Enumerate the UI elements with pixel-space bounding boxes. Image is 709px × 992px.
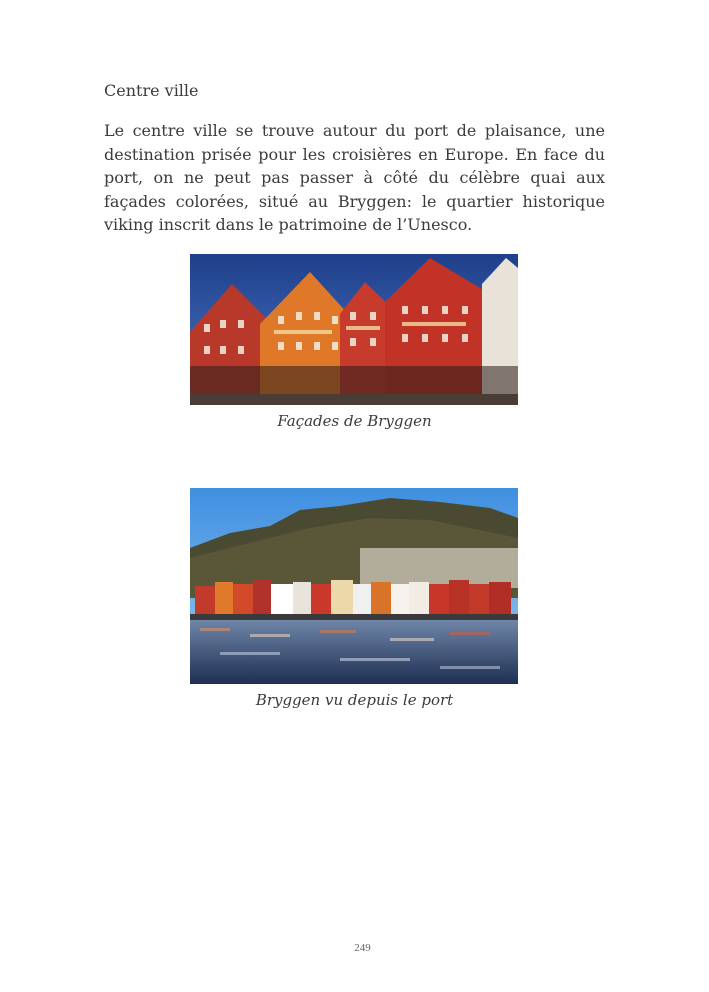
photo-bryggen-facades	[190, 254, 518, 405]
body-paragraph: Le centre ville se trouve autour du port de plaisance, une destination prisée pour les croisières en Europe. En face du port, on ne peut pas passer à côté du célèbre quai aux façades colorées, situé au Bryggen: le quartier historique viking inscrit dans le patrimoine de l’Unesco.	[104, 121, 605, 234]
photo-bryggen-from-port	[190, 488, 518, 684]
page-number: 249	[354, 942, 371, 954]
caption-figure-2: Bryggen vu depuis le port	[255, 691, 454, 709]
section-heading: Centre ville	[104, 81, 199, 100]
caption-figure-1: Façades de Bryggen	[277, 412, 432, 430]
